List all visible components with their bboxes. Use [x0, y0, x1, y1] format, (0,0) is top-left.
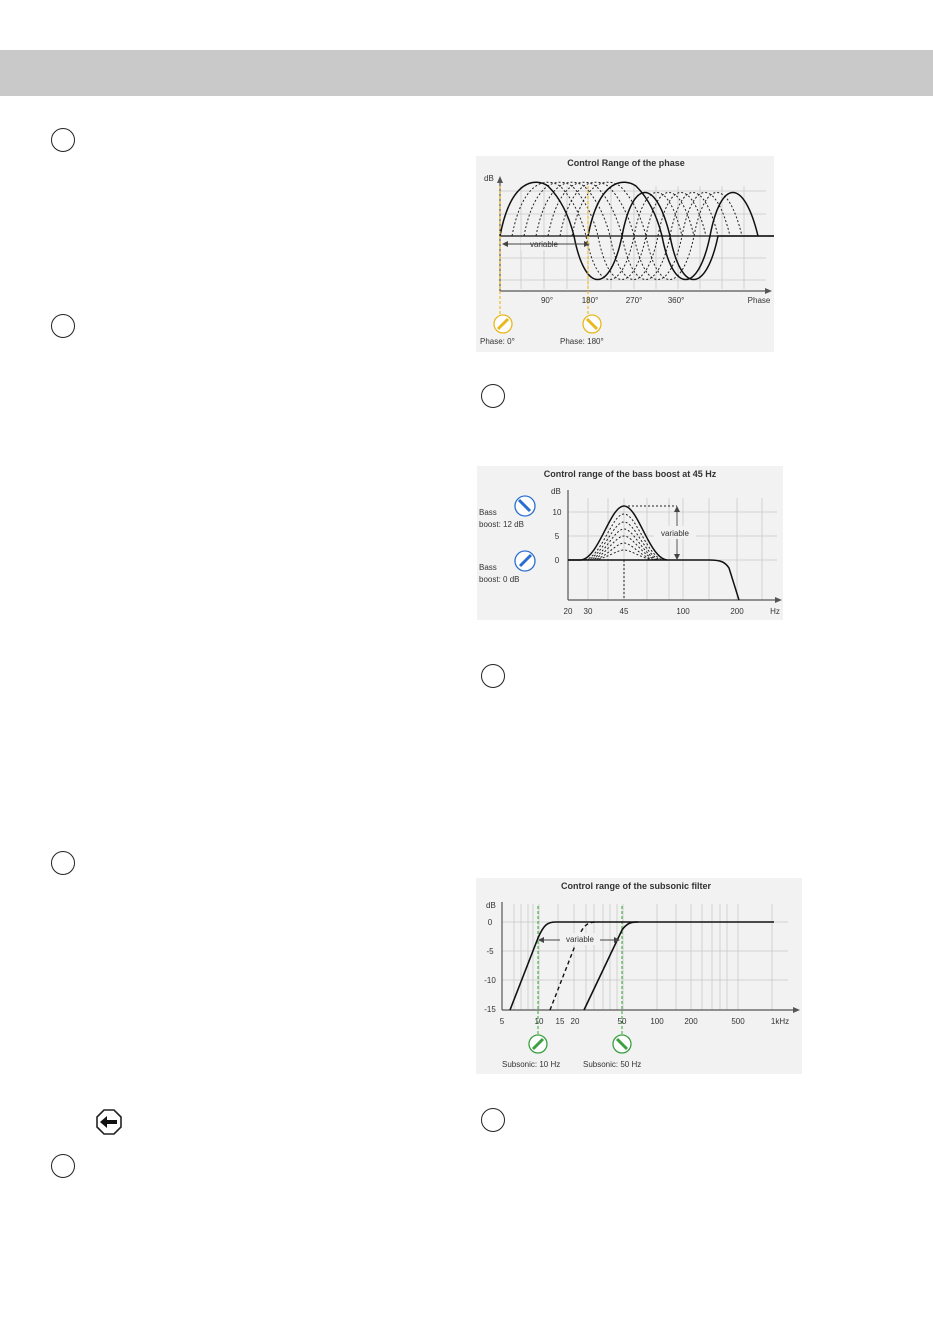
phase-tick: 90° [540, 296, 554, 305]
subsonic-range-label: variable [565, 935, 595, 944]
subsonic-y-tick: -10 [484, 976, 496, 985]
subsonic-knob-icon [613, 1035, 631, 1053]
section-marker [51, 851, 75, 875]
phase-chart-title: Control Range of the phase [567, 158, 685, 168]
bass-y-tick: 0 [554, 556, 560, 565]
subsonic-x-tick: 500 [731, 1017, 745, 1026]
subsonic-knob-label: Subsonic: 50 Hz [583, 1060, 642, 1069]
bass-x-tick: 30 [583, 607, 593, 616]
bass-knob-label: boost: 0 dB [479, 575, 520, 584]
bass-knob-label: Bass [479, 563, 497, 572]
phase-tick: 270° [625, 296, 643, 305]
bass-x-tick: 200 [730, 607, 744, 616]
subsonic-knob-icon [529, 1035, 547, 1053]
phase-tick: 360° [667, 296, 685, 305]
subsonic-y-label: dB [486, 901, 496, 910]
section-marker [481, 1108, 505, 1132]
subsonic-chart-title: Control range of the subsonic filter [560, 881, 712, 891]
section-marker [51, 128, 75, 152]
subsonic-x-tick: 50 [617, 1017, 627, 1026]
phase-knob-label: Phase: 0° [480, 337, 515, 346]
bass-chart-title: Control range of the bass boost at 45 Hz [543, 469, 717, 479]
section-marker [51, 314, 75, 338]
bass-x-tick: 45 [619, 607, 629, 616]
section-marker [481, 384, 505, 408]
section-marker [51, 1154, 75, 1178]
bass-y-tick: 5 [554, 532, 560, 541]
bass-x-tick: 20 [563, 607, 573, 616]
phase-x-label: Phase [747, 296, 771, 305]
phase-knob-label: Phase: 180° [560, 337, 604, 346]
phase-range-label: variable [529, 240, 559, 249]
back-arrow-icon [95, 1108, 123, 1136]
subsonic-x-tick: 5 [499, 1017, 505, 1026]
subsonic-y-tick: -15 [484, 1005, 496, 1014]
bass-y-tick: 10 [552, 508, 562, 517]
subsonic-y-tick: 0 [487, 918, 493, 927]
subsonic-x-tick: 200 [684, 1017, 698, 1026]
bass-knob-icon [515, 551, 535, 571]
subsonic-x-tick: 20 [570, 1017, 580, 1026]
subsonic-knob-label: Subsonic: 10 Hz [502, 1060, 561, 1069]
subsonic-x-tick: 1kHz [770, 1017, 790, 1026]
phase-chart [476, 156, 774, 352]
bass-range-label: variable [660, 529, 690, 538]
bass-knob-label: Bass [479, 508, 497, 517]
phase-tick: 180° [581, 296, 599, 305]
bass-knob-icon [515, 496, 535, 516]
bass-y-label: dB [551, 487, 561, 496]
bass-boost-chart [477, 466, 783, 620]
phase-knob-icon [583, 315, 601, 333]
section-marker [481, 664, 505, 688]
bass-knob-label: boost: 12 dB [479, 520, 524, 529]
phase-y-label: dB [484, 174, 494, 183]
bass-x-tick: Hz [770, 607, 780, 616]
subsonic-x-tick: 100 [650, 1017, 664, 1026]
header-bar [0, 50, 933, 96]
bass-x-tick: 100 [676, 607, 690, 616]
subsonic-x-tick: 15 [555, 1017, 565, 1026]
subsonic-x-tick: 10 [534, 1017, 544, 1026]
subsonic-chart [476, 878, 802, 1074]
subsonic-y-tick: -5 [486, 947, 494, 956]
phase-knob-icon [494, 315, 512, 333]
